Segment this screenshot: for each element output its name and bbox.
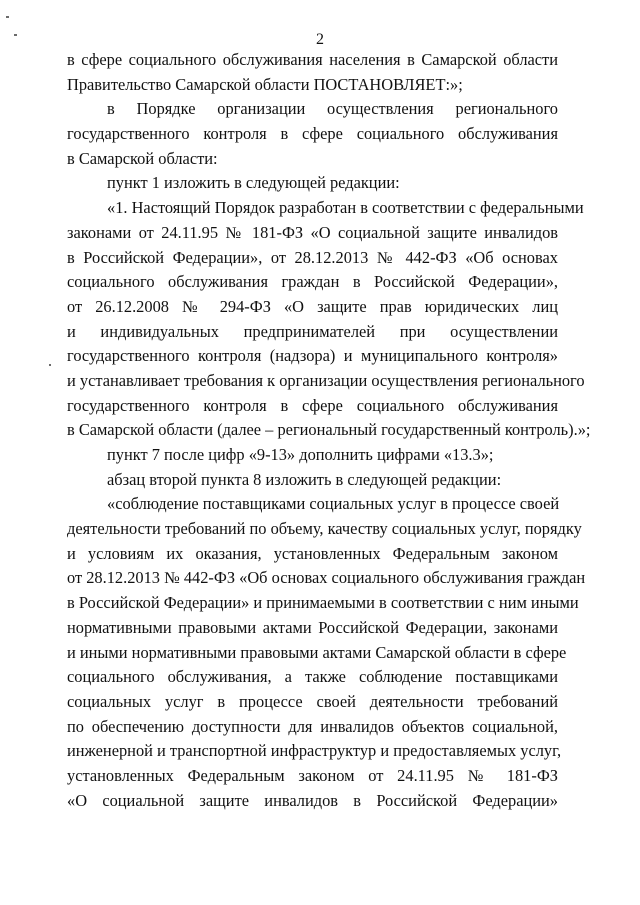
text-line: государственного контроля в сфере социального обслуживания — [67, 395, 558, 415]
text-line: пункт 7 после цифр «9-13» дополнить цифрами «13.3»; — [107, 445, 494, 464]
text-line: «1. Настоящий Порядок разработан в соответствии с федеральными — [107, 198, 584, 218]
text-line: государственного контроля (надзора) и муниципального контроля» — [67, 346, 558, 366]
text-line: установленных Федеральным законом от 24.11.95 № 181-ФЗ — [67, 765, 558, 785]
text-line: от 26.12.2008 № 294-ФЗ «О защите прав юридических лиц — [67, 296, 558, 316]
text-line: социального обслуживания, а также соблюдение поставщиками — [67, 667, 558, 687]
document-body — [67, 48, 591, 813]
text-line: деятельности требований по объему, качеству социальных услуг, порядку — [67, 519, 582, 539]
text-line: в Порядке организации осуществления регионального — [107, 99, 558, 119]
text-line: нормативными правовыми актами Российской Федерации, законами — [67, 617, 558, 637]
text-line: Правительство Самарской области ПОСТАНОВЛЯЕТ:»; — [67, 74, 463, 94]
scan-speck — [49, 364, 51, 366]
scan-speck — [6, 16, 9, 18]
text-line: абзац второй пункта 8 изложить в следующей редакции: — [107, 469, 502, 489]
text-line: инженерной и транспортной инфраструктур и предоставляемых услуг, — [67, 741, 562, 761]
text-line: в сфере социального обслуживания населения в Самарской области — [67, 50, 558, 69]
text-line: «О социальной защите инвалидов в Российской Федерации» — [67, 790, 558, 810]
text-line: в Самарской области: — [67, 148, 218, 168]
text-line: социальных услуг в процессе своей деятельности требований — [67, 691, 558, 711]
text-line: законами от 24.11.95 № 181-ФЗ «О социальной защите инвалидов — [67, 222, 558, 242]
text-line: и устанавливает требования к организации осуществления регионального — [67, 370, 585, 390]
text-line: пункт 1 изложить в следующей редакции: — [107, 173, 400, 193]
page-number: 2 — [316, 31, 324, 48]
text-line: в Самарской области (далее – региональный государственный контроль).»; — [67, 420, 591, 440]
text-line: в Российской Федерации», от 28.12.2013 № 442-ФЗ «Об основах — [67, 247, 558, 267]
text-line: социального обслуживания граждан в Российской Федерации», — [67, 272, 558, 292]
text-line: «соблюдение поставщиками социальных услуг в процессе своей — [107, 494, 560, 514]
text-line: государственного контроля в сфере социального обслуживания — [67, 124, 558, 144]
text-line: и условиям их оказания, установленных Федеральным законом — [67, 543, 558, 563]
text-line: в Российской Федерации» и принимаемыми в соответствии с ним иными — [67, 593, 579, 613]
text-line: по обеспечению доступности для инвалидов объектов социальной, — [67, 716, 558, 736]
text-line: от 28.12.2013 № 442-ФЗ «Об основах социального обслуживания граждан — [67, 568, 586, 588]
text-line: и индивидуальных предпринимателей при осуществлении — [67, 321, 558, 341]
text-line: и иными нормативными правовыми актами Самарской области в сфере — [67, 642, 567, 662]
